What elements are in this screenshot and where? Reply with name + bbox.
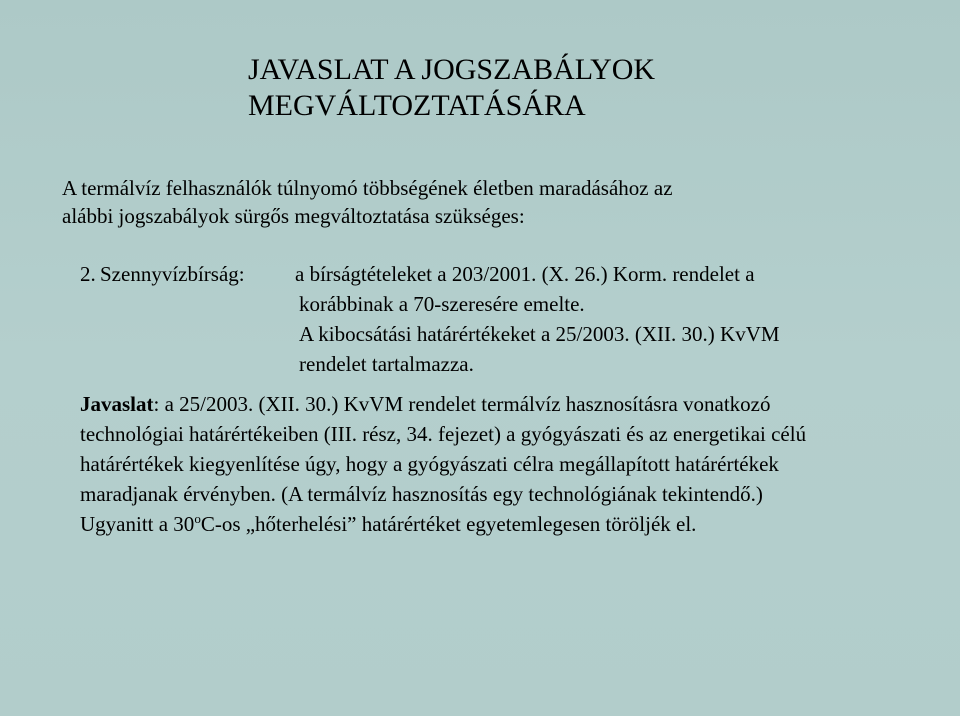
list-item-line-4: rendelet tartalmazza. [299,352,474,376]
proposal-paragraph [80,389,806,539]
intro-paragraph [62,174,673,230]
proposal-line-5-start: Ugyanitt a 30 [80,512,195,536]
list-item-line-3: A kibocsátási határértékeket a 25/2003. (XII. 30.) KvVM [299,322,780,346]
proposal-line-1 [80,389,806,419]
proposal-line-1-text: : a 25/2003. (XII. 30.) KvVM rendelet termálvíz hasznosításra vonatkozó [153,392,771,416]
list-item-number: 2. [80,262,96,286]
title-line-1: JAVASLAT A JOGSZABÁLYOK [248,53,656,86]
proposal-line-5 [80,509,806,539]
proposal-line-2: technológiai határértékeiben (III. rész, 34. fejezet) a gyógyászati és az energetikai célú [80,422,807,446]
list-item-line-2: korábbinak a 70-szeresére emelte. [299,292,585,316]
slide-title [248,52,848,124]
intro-line-2: alábbi jogszabályok sürgős megváltoztatása szükséges: [62,204,525,228]
proposal-line-3: határértékek kiegyenlítése úgy, hogy a gyógyászati célra megállapított határértékek [80,452,779,476]
list-item-label: Szennyvízbírság: [100,262,245,286]
proposal-line-4: maradjanak érvényben. (A termálvíz hasznosítás egy technológiának tekintendő.) [80,482,763,506]
list-item-body [295,259,915,379]
intro-line-1: A termálvíz felhasználók túlnyomó többségének életben maradásához az [62,176,673,200]
proposal-label: Javaslat [80,392,154,416]
proposal-line-5-end: C-os „hőterhelési” határértéket egyetemlegesen töröljék el. [200,512,697,536]
title-line-2: MEGVÁLTOZTATÁSÁRA [248,89,586,122]
degree-superscript: o [194,511,201,526]
list-item-line-1: a bírságtételeket a 203/2001. (X. 26.) Korm. rendelet a [295,262,755,286]
